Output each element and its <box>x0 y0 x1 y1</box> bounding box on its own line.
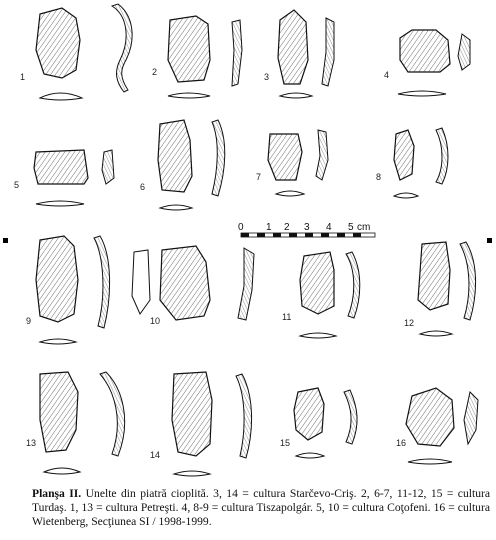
artifact-11 <box>282 252 360 338</box>
artifact-number: 7 <box>256 172 262 182</box>
artifact-6 <box>140 120 225 210</box>
corner-mark <box>487 238 492 243</box>
corner-mark <box>3 238 8 243</box>
scale-tick-label: 0 <box>238 222 244 233</box>
scale-tick-label: 4 <box>326 222 332 233</box>
artifact-number: 1 <box>20 72 26 82</box>
artifact-5 <box>14 150 114 206</box>
scale-unit: cm <box>357 222 371 233</box>
plate-caption <box>32 487 490 529</box>
artifact-number: 3 <box>264 72 270 82</box>
artifact-number: 12 <box>404 318 415 328</box>
artifact-1 <box>20 4 132 100</box>
artifact-2 <box>152 16 242 98</box>
artifact-number: 15 <box>280 438 291 448</box>
artifact-15 <box>280 388 357 458</box>
scale-tick-label: 5 <box>348 222 354 233</box>
artifact-number: 8 <box>376 172 382 182</box>
artifact-4 <box>384 30 470 96</box>
scale-bar <box>238 222 375 237</box>
artifact-8 <box>376 128 448 198</box>
artifact-16 <box>396 388 478 464</box>
caption-text: Unelte din piatră cioplită. 3, 14 = cultura Starčevo-Criş. 2, 6-7, 11-12, 15 = cultura Turdaş. 1, 13 = cultura Petreşti. 4, 8-9 = cultura Tiszapolgár. 5, 10 = cultura Coţofeni. 16 = cultura Wietenberg, Secţiunea SI / 1998-1999. <box>32 487 490 528</box>
artifact-3 <box>264 10 334 98</box>
artifact-12 <box>404 242 476 336</box>
artifact-number: 16 <box>396 438 407 448</box>
artifact-number: 4 <box>384 70 390 80</box>
caption-label: Planşa II. <box>32 487 82 500</box>
artifact-number: 14 <box>150 450 161 460</box>
artifact-13 <box>26 372 125 474</box>
artifact-number: 9 <box>26 316 32 326</box>
artifact-number: 5 <box>14 180 20 190</box>
artifact-7 <box>256 130 328 196</box>
artifact-9 <box>26 236 110 344</box>
scale-tick-label: 3 <box>304 222 310 233</box>
scale-tick-label: 1 <box>266 222 272 233</box>
artifact-number: 2 <box>152 67 158 77</box>
artifact-14 <box>150 372 252 476</box>
artifact-number: 13 <box>26 438 37 448</box>
scale-tick-label: 2 <box>284 222 290 233</box>
artifact-10 <box>132 246 254 326</box>
artifact-number: 10 <box>150 316 161 326</box>
artifact-number: 11 <box>282 312 292 322</box>
artifact-number: 6 <box>140 182 146 192</box>
